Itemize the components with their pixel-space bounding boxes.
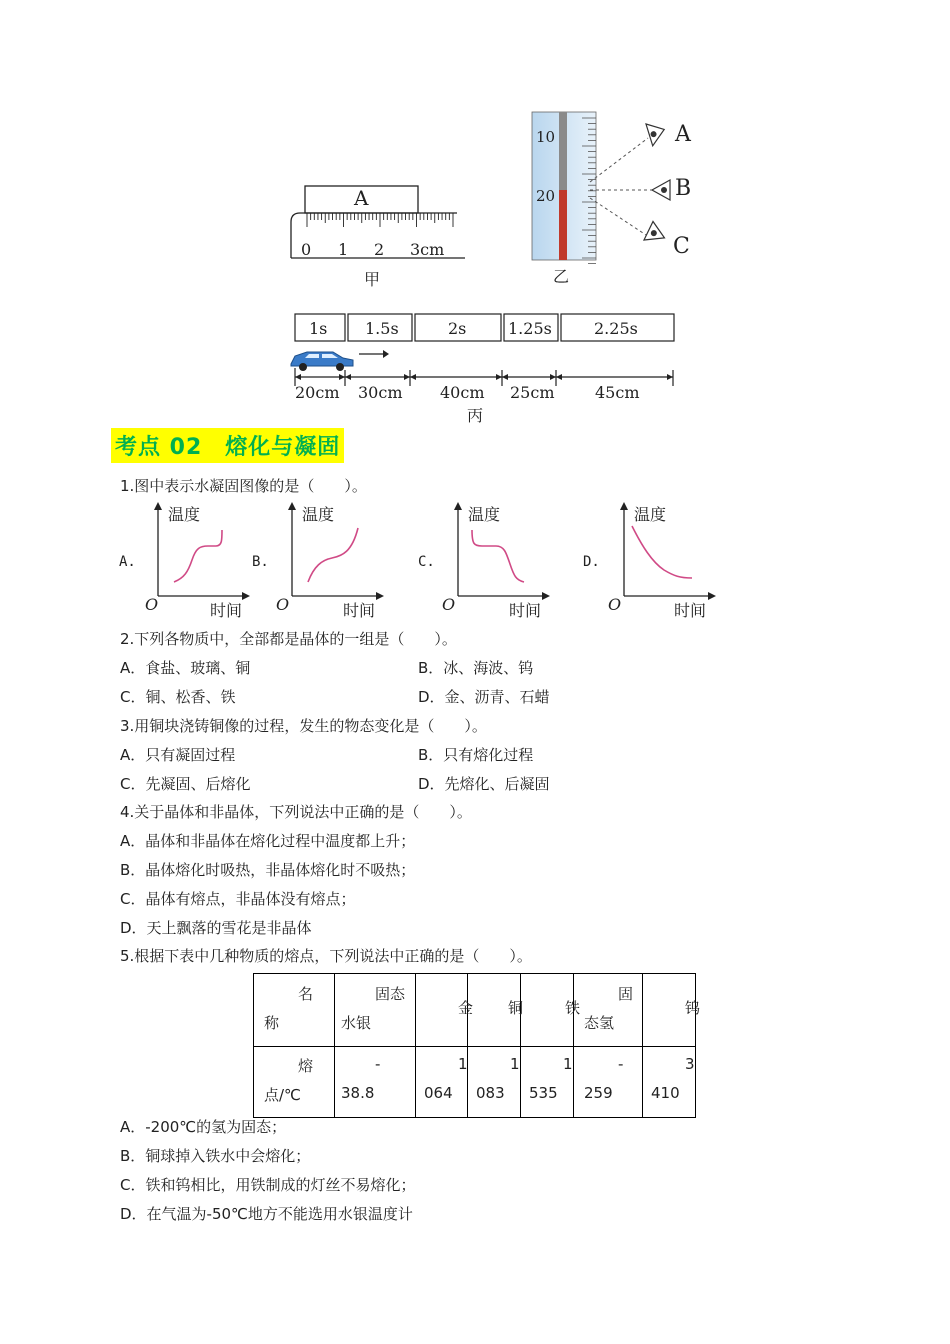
eye-label-b: B bbox=[675, 176, 692, 201]
th-hydrogen-b: 态氢 bbox=[584, 1014, 615, 1032]
mp-gold-a: 1 bbox=[458, 1055, 468, 1073]
graph-b-origin: O bbox=[276, 595, 290, 614]
distance-label-2: 30cm bbox=[358, 383, 403, 402]
figure-bing-caption: 丙 bbox=[467, 406, 484, 425]
time-label-1: 1s bbox=[309, 319, 328, 338]
th-copper: 铜 bbox=[508, 999, 524, 1017]
q1-option-c[interactable]: C. bbox=[418, 554, 435, 570]
time-label-2: 1.5s bbox=[365, 319, 399, 338]
th-name-b: 称 bbox=[264, 1014, 280, 1032]
therm-label-10: 10 bbox=[536, 128, 556, 146]
mp-gold-b: 064 bbox=[424, 1084, 453, 1102]
melting-point-table bbox=[253, 973, 701, 1118]
block-a-label: A bbox=[354, 186, 369, 210]
figure-yi-caption: 乙 bbox=[553, 267, 570, 286]
q1-option-d[interactable]: D. bbox=[583, 554, 600, 570]
q5-option-b[interactable]: B．铜球掉入铁水中会熔化； bbox=[120, 1147, 311, 1165]
th-mercury-a: 固态 bbox=[375, 985, 406, 1003]
th-tungsten: 钨 bbox=[685, 999, 701, 1017]
graph-d-origin: O bbox=[608, 595, 622, 614]
graph-d-ylabel: 温度 bbox=[634, 505, 667, 524]
q3-option-d[interactable]: D．先熔化、后凝固 bbox=[418, 775, 550, 793]
q5-option-d[interactable]: D．在气温为-50℃地方不能选用水银温度计 bbox=[120, 1205, 413, 1223]
q4-option-b[interactable]: B．晶体熔化时吸热，非晶体熔化时不吸热； bbox=[120, 861, 416, 879]
mp-mercury-a: - bbox=[375, 1055, 381, 1073]
th-gold: 金 bbox=[458, 999, 474, 1017]
distance-label-3: 40cm bbox=[440, 383, 485, 402]
q2-option-d[interactable]: D．金、沥青、石蜡 bbox=[418, 688, 550, 706]
eye-label-a: A bbox=[675, 122, 691, 147]
mp-hydrogen-a: - bbox=[618, 1055, 624, 1073]
mp-hydrogen-b: 259 bbox=[584, 1084, 613, 1102]
q5-option-a[interactable]: A．-200℃的氢为固态； bbox=[120, 1118, 287, 1136]
q4-stem: 4.关于晶体和非晶体，下列说法中正确的是（ ）。 bbox=[120, 803, 472, 821]
q3-option-c[interactable]: C．先凝固、后熔化 bbox=[120, 775, 251, 793]
eye-c-icon bbox=[638, 221, 664, 248]
q2-option-c[interactable]: C．铜、松香、铁 bbox=[120, 688, 236, 706]
th-hydrogen-a: 固 bbox=[618, 985, 634, 1003]
section-title: 考点 02 熔化与凝固 bbox=[111, 428, 344, 463]
ruler-tick-2: 2 bbox=[374, 240, 385, 259]
q3-option-a[interactable]: A．只有凝固过程 bbox=[120, 746, 236, 764]
q1-stem: 1.图中表示水凝固图像的是（ ）。 bbox=[120, 477, 367, 495]
mp-copper-b: 083 bbox=[476, 1084, 505, 1102]
time-label-4: 1.25s bbox=[508, 319, 552, 338]
th-name-a: 名 bbox=[298, 985, 314, 1003]
row-label-a: 熔 bbox=[298, 1057, 314, 1075]
q3-option-b[interactable]: B．只有熔化过程 bbox=[418, 746, 534, 764]
graph-c-ylabel: 温度 bbox=[468, 505, 501, 524]
mp-tungsten-a: 3 bbox=[685, 1055, 695, 1073]
mp-iron-a: 1 bbox=[563, 1055, 573, 1073]
ruler-tick-1: 1 bbox=[338, 240, 349, 259]
q3-stem: 3.用铜块浇铸铜像的过程，发生的物态变化是（ ）。 bbox=[120, 717, 487, 735]
mp-tungsten-b: 410 bbox=[651, 1084, 680, 1102]
q4-option-c[interactable]: C．晶体有熔点，非晶体没有熔点； bbox=[120, 890, 356, 908]
ruler-tick-0: 0 bbox=[301, 240, 312, 259]
graph-d-xlabel: 时间 bbox=[674, 601, 707, 620]
mp-mercury-b: 38.8 bbox=[341, 1084, 375, 1102]
therm-label-20: 20 bbox=[536, 187, 556, 205]
th-mercury-b: 水银 bbox=[341, 1014, 372, 1032]
distance-label-1: 20cm bbox=[295, 383, 340, 402]
q5-option-c[interactable]: C．铁和钨相比，用铁制成的灯丝不易熔化； bbox=[120, 1176, 416, 1194]
distance-label-4: 25cm bbox=[510, 383, 555, 402]
eye-a-icon bbox=[638, 119, 664, 146]
graph-a-ylabel: 温度 bbox=[168, 505, 201, 524]
q5-stem: 5.根据下表中几种物质的熔点，下列说法中正确的是（ ）。 bbox=[120, 947, 532, 965]
mp-copper-a: 1 bbox=[510, 1055, 520, 1073]
q2-option-b[interactable]: B．冰、海波、钨 bbox=[418, 659, 534, 677]
q4-option-a[interactable]: A．晶体和非晶体在熔化过程中温度都上升； bbox=[120, 832, 416, 850]
time-label-5: 2.25s bbox=[594, 319, 638, 338]
car-icon bbox=[291, 352, 353, 371]
q4-option-d[interactable]: D．天上飘落的雪花是非晶体 bbox=[120, 919, 312, 937]
graph-c-xlabel: 时间 bbox=[509, 601, 542, 620]
eye-b-icon bbox=[652, 180, 670, 200]
graph-b-xlabel: 时间 bbox=[343, 601, 376, 620]
graph-a-origin: O bbox=[145, 595, 159, 614]
graph-b-ylabel: 温度 bbox=[302, 505, 335, 524]
q2-stem: 2.下列各物质中，全部都是晶体的一组是（ ）。 bbox=[120, 630, 457, 648]
graph-c-origin: O bbox=[442, 595, 456, 614]
eye-label-c: C bbox=[673, 234, 690, 259]
ruler-tick-3: 3cm bbox=[410, 240, 445, 259]
graph-a-xlabel: 时间 bbox=[210, 601, 243, 620]
time-label-3: 2s bbox=[448, 319, 467, 338]
q1-option-a[interactable]: A. bbox=[119, 554, 136, 570]
mp-iron-b: 535 bbox=[529, 1084, 558, 1102]
th-iron: 铁 bbox=[565, 999, 581, 1017]
q2-option-a[interactable]: A．食盐、玻璃、铜 bbox=[120, 659, 251, 677]
q1-option-b[interactable]: B. bbox=[252, 554, 269, 570]
distance-label-5: 45cm bbox=[595, 383, 640, 402]
row-label-b: 点/℃ bbox=[264, 1086, 301, 1104]
figure-jia-caption: 甲 bbox=[364, 270, 381, 289]
